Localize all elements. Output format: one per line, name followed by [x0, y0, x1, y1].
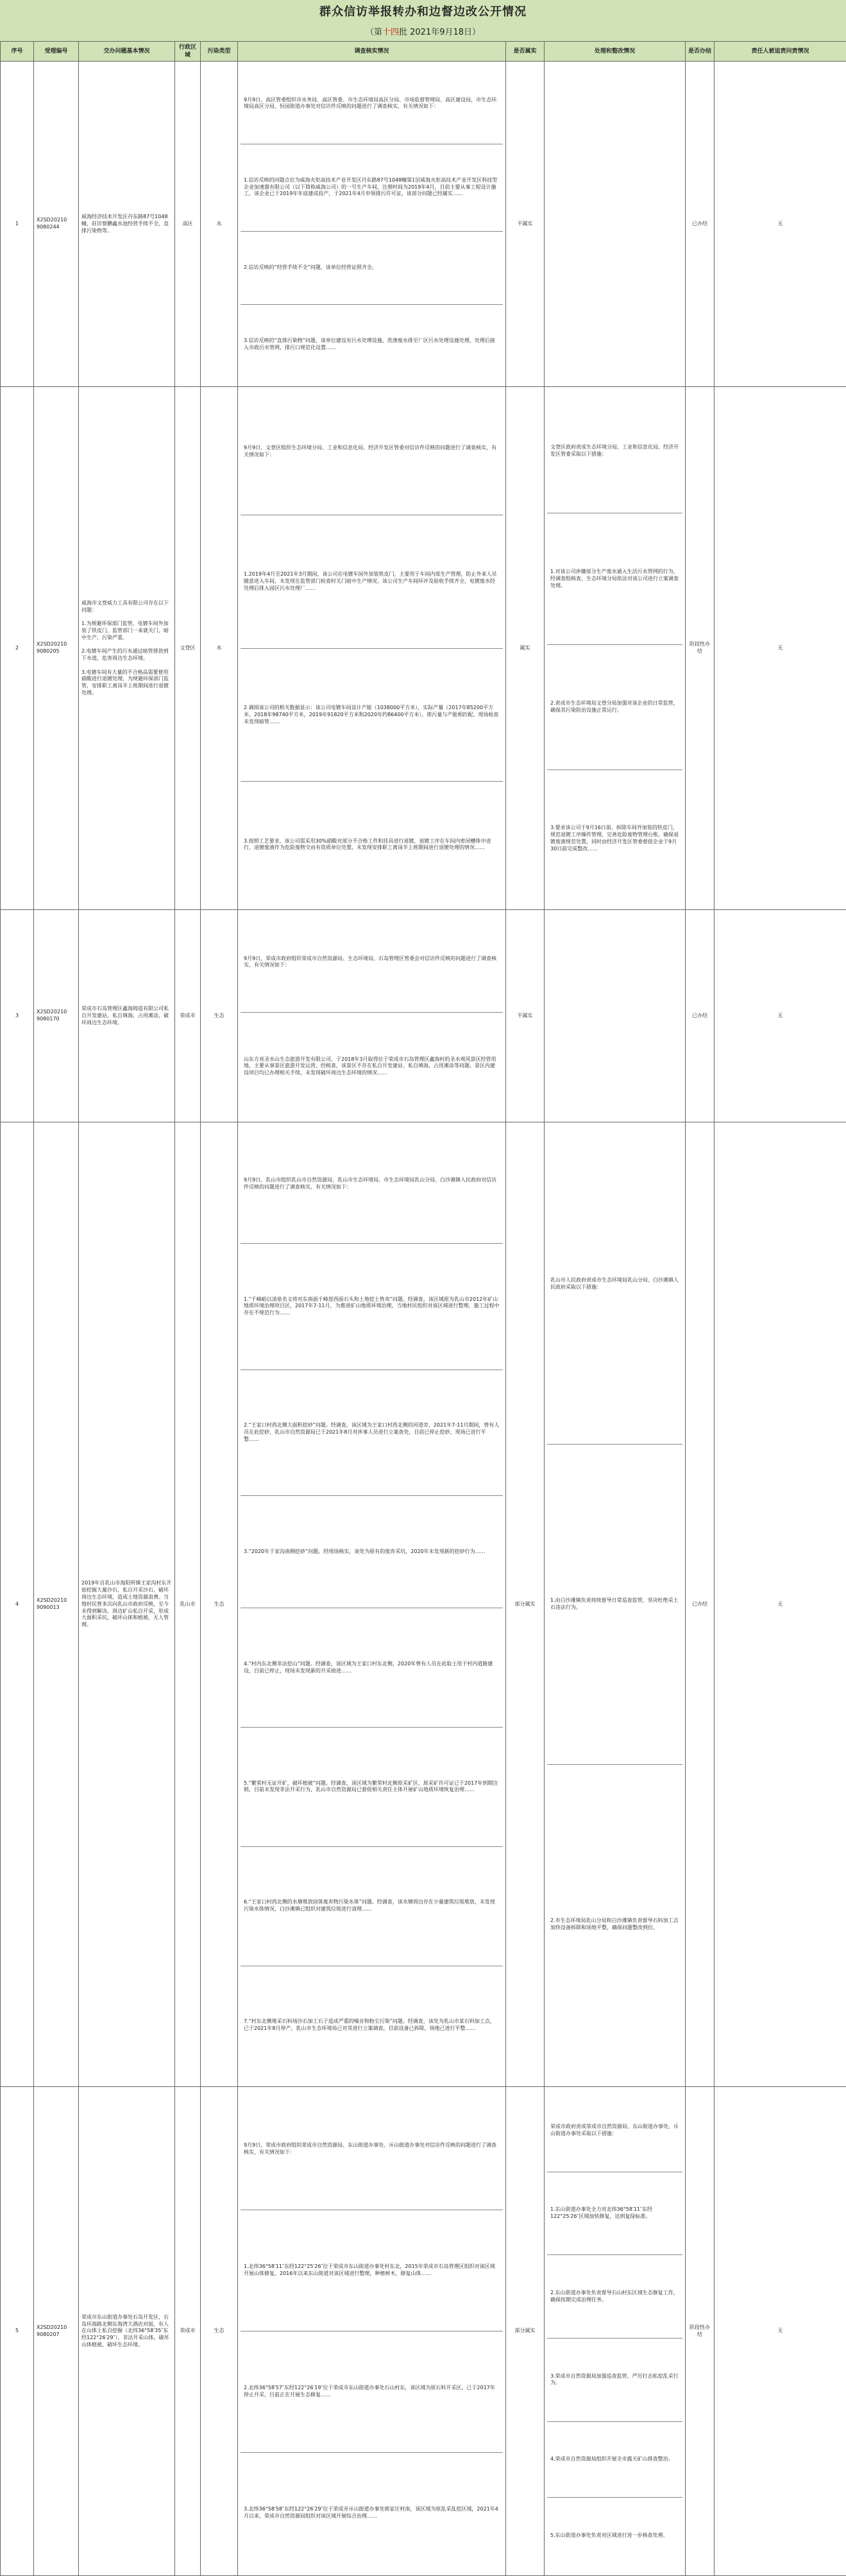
cell-verified: 部分属实	[506, 2087, 545, 2576]
cell-handling-paragraph: 5.东山街道办事处负责对区域进行进一步核查处理。	[547, 2498, 682, 2573]
cell-handling	[545, 387, 686, 910]
cell-handling	[545, 62, 686, 387]
cell-investigation-paragraph: 3.按照工艺要求，该公司需采用30%硝酸对部分不合格工件和挂具进行退镀，退镀工序在车间内密闭槽体中进行，退镀废液作为危险废物交由有资质单位处置，未发现安排职工离岗半上班期间进行退镀处理的情况……	[241, 782, 503, 907]
col-header: 责任人被追责问责情况	[715, 42, 846, 62]
cell-closed: 已办结	[686, 62, 715, 387]
cell-investigation-paragraph: 1.2019年4月至2021年3月期间，该公司在电镀车间外加装铁皮门，主要用于车间内部生产管理，防止外来人员随意进入车间，未发现在监管部门检查时关门暗中生产情况。该公司生产车间环评及验收手续齐全，电镀废水经处理后排入园区污水处理厂……	[241, 515, 503, 649]
cell-id: X2SD20210 9080170	[34, 910, 79, 1122]
cell-region: 文登区	[175, 387, 201, 910]
cell-investigation	[238, 910, 506, 1122]
cell-investigation-paragraph: 9月9日，文登区组织生态环境分局、工业和信息化局、经济开发区管委对信访件反映的问题进行了调查核实，有关情况如下：	[241, 389, 503, 515]
cell-investigation-paragraph: 2.北纬36°58′57″东经122°26′19″位于荣成市东山街道办事处石山村东，该区域为原石料开采区，已于2017年停止开采，目前正在开展生态修复……	[241, 2331, 503, 2453]
cell-investigation-paragraph: 4.“村内东北侧非法挖山”问题。经调查，该区域为王家口村东北侧，2020年曾有人员在此取土用于村内道路建设，目前已停止，现场未发现新的开采痕迹……	[241, 1608, 503, 1728]
cell-no: 2	[1, 387, 34, 910]
table-row	[1, 62, 846, 387]
cell-issue: 威海经济技术开发区丹东路87号1048幢，驻诊察鹏鑫水池经营手续不全，直排污染物等。	[79, 62, 175, 387]
cell-investigation	[238, 62, 506, 387]
cell-handling-paragraph: 1.对该公司涉嫌部分生产废水通入生活污水管网的行为，经调查组核查，生态环境分局依法对该公司进行立案调查处理。	[547, 513, 682, 645]
cell-issue: 2019年自乳山市海阳所镇王家沟村东开始挖掘大量沙石，私自开采沙石，破坏周边生态环境，造成土地资源浪费。当地村民曾多次向乳山市政府反映，至今未得到解决。周边矿山私自开采，形成大面积采坑，破坏山体和植被，无人管理。	[79, 1122, 175, 2087]
cell-investigation-paragraph: 1.北纬36°58′11″东经122°25′26″位于荣成市东山街道办事处村东北，2015年荣成市石岛管理区组织对该区域开展山体修复，2016年以来东山街道对该区域进行整理，种植树木，修复山体……	[241, 2210, 503, 2331]
cell-investigation-paragraph: 9月9日，荣成市政府组织荣成市自然资源局、东山街道办事处、斥山街道办事处对信访件反映的问题进行了调查核实，有关情况如下：	[241, 2089, 503, 2210]
cell-investigation-paragraph: 7.“村东北侧堆采石料场沙石加工石子造成严重的噪音和粉尘污染”问题。经调查，该处为乳山市某石料加工点，已于2021年8月停产，乳山市生态环境局已对其进行立案调查，目前设备已拆除，场地已进行平整……	[241, 1966, 503, 2085]
cell-investigation-paragraph: 5.“繁荣村无证开矿，破坏植被”问题。经调查，该区域为繁荣村北侧原采矿区，原采矿许可证已于2017年到期注销，目前未发现非法开采行为，乳山市自然资源局已督促相关责任主体开展矿山地质环境恢复治理……	[241, 1728, 503, 1847]
cell-closed: 阶段性办结	[686, 387, 715, 910]
cell-verified: 不属实	[506, 910, 545, 1122]
cell-handling	[545, 910, 686, 1122]
cell-region: 乳山市	[175, 1122, 201, 2087]
cell-region: 荣成市	[175, 2087, 201, 2576]
cell-investigation-paragraph: 山东方亮圣水山生态旅游开发有限公司，于2018年3月取得位于荣成市石岛管理区鑫海村的圣水观风景区经营用地，主要从事景区旅游开发运营。经核查，该景区不存在私自开发建站、私自填海、占用滩涂等问题。景区内建设项目均已办理相关手续，未发现破坏周边生态环境的情况……	[241, 1013, 503, 1120]
cell-investigation-paragraph: 3.“2020年于家沟南侧挖砂”问题。经现场核实，该处为原有的废弃采坑，2020年未发现新的挖砂行为……	[241, 1496, 503, 1608]
cell-id: X2SD20210 9080207	[34, 2087, 79, 2576]
cell-investigation-paragraph: 3.北纬36°58′58″东经122°26′29″位于荣成市斥山街道办事处郭家庄村南，该区域为原乱采乱挖区域，2021年4月以来，荣成市自然资源局组织对该区域开展综合治理……	[241, 2453, 503, 2573]
cell-handling-paragraph: 文登区政府责成生态环境分局、工业和信息化局、经济开发区管委采取以下措施：	[547, 389, 682, 513]
cell-investigation-paragraph: 9月9日，荣成市政府组织荣成市自然资源局、生态环境局、石岛管理区管委会对信访件反映的问题进行了调查核实，有关情况如下：	[241, 912, 503, 1013]
cell-id: X2SD20210 9080244	[34, 62, 79, 387]
cell-account: 无	[715, 2087, 846, 2576]
cell-ptype: 生态	[201, 910, 238, 1122]
cell-region: 高区	[175, 62, 201, 387]
cell-investigation-paragraph: 9月9日，高区管委组织市水务局、高区管委、市生态环境局高区分局、市场监督管理局、高区建设局，市生态环境局高区分局、恒园街道办事处对信访件反映的问题进行了调查核实，有关情况如下：	[241, 64, 503, 144]
cell-id: X2SD20210 9090013	[34, 1122, 79, 2087]
subtitle-batch: 十四	[382, 28, 399, 37]
cell-handling-paragraph: 3.要求该公司于9月16日前，拆除车间外加装的铁皮门，规范退镀工序操作管理，完善危险废物管理台账，确保退镀废液规范处置，同时由经济开发区管委督促企业于9月30日前完成整改……	[547, 770, 682, 908]
cell-account: 无	[715, 1122, 846, 2087]
col-header: 受理编号	[34, 42, 79, 62]
cell-ptype: 水	[201, 387, 238, 910]
cell-investigation	[238, 2087, 506, 2576]
cell-account: 无	[715, 62, 846, 387]
table-header-row	[1, 42, 846, 62]
col-header: 交办问题基本情况	[79, 42, 175, 62]
cell-handling-paragraph: 乳山市人民政府责成市生态环境局乳山分局、白沙滩镇人民政府采取以下措施：	[547, 1124, 682, 1445]
cell-investigation-paragraph: 1.“千峰峪以清泉名义将对东南面千峰崖西面石头和土地挖土售卖”问题。经调查，该区域原为乳山市2012年矿山地质环境治理项目区，2017年7-11月，为推进矿山地质环境治理，当地村民组织对该区域进行整理，施工过程中存在不规范行为……	[241, 1244, 503, 1370]
cell-handling-paragraph: 1.由白沙滩镇负责持续督导日常巡查监管，坚决杜绝采土石违法行为。	[547, 1445, 682, 1765]
table-row	[1, 2087, 846, 2576]
complaints-table	[0, 41, 846, 2576]
cell-handling	[545, 1122, 686, 2087]
cell-account: 无	[715, 387, 846, 910]
col-header: 调查核实情况	[238, 42, 506, 62]
cell-ptype: 生态	[201, 1122, 238, 2087]
subtitle-prefix: （第	[366, 28, 382, 37]
cell-investigation-paragraph: 2.信访反映的“经营手续不全”问题，该单位经营证照齐全。	[241, 232, 503, 305]
cell-verified: 不属实	[506, 62, 545, 387]
table-row	[1, 910, 846, 1122]
col-header: 行政区域	[175, 42, 201, 62]
subtitle-suffix: 批 2021年9月18日）	[399, 28, 480, 37]
cell-account: 无	[715, 910, 846, 1122]
cell-issue: 威海市文登威力工具有限公司存在以下问题： 1.为规避环保部门监管，电镀车间外加装了铁皮门，监管部门一来就关门，暗中生产，污染严重。 2.电镀车间产生的污水通过暗管排放到下水道，危害周边生态环境。 3.电镀车间有大量的不合格品需要使用硝酸进行退镀处理，为规避环保部门监管，安排职工离岗半上班期间进行退镀处理。	[79, 387, 175, 910]
cell-closed: 已办结	[686, 910, 715, 1122]
cell-handling-paragraph: 1.东山街道办事处全力对北纬36°58′11″东经122°25′26″区域加快修复，达到复绿标准。	[547, 2172, 682, 2256]
cell-no: 1	[1, 62, 34, 387]
cell-investigation	[238, 1122, 506, 2087]
cell-verified: 属实	[506, 387, 545, 910]
cell-no: 5	[1, 2087, 34, 2576]
cell-id: X2SD20210 9080205	[34, 387, 79, 910]
cell-closed: 已办结	[686, 1122, 715, 2087]
col-header: 序号	[1, 42, 34, 62]
cell-handling-paragraph: 4.荣成市自然资源局组织开展全市露天矿山排查整治。	[547, 2422, 682, 2498]
col-header: 污染类型	[201, 42, 238, 62]
cell-ptype: 生态	[201, 2087, 238, 2576]
cell-region: 荣成市	[175, 910, 201, 1122]
table-row	[1, 387, 846, 910]
cell-investigation-paragraph: 2.“王家口村西北侧大面积挖砂”问题。经调查，该区域为王家口村西北侧的河道旁，2021年7-11月期间，曾有人员在此挖砂，乳山市自然资源局已于2021年8月对涉事人员进行立案查处，目前已停止挖砂，现场已进行平整……	[241, 1370, 503, 1497]
cell-issue: 荣成市石岛管理区鑫海铸造有限公司私自开发建站，私自填海，占用滩涂，破坏周边生态环境。	[79, 910, 175, 1122]
page-subtitle	[0, 24, 846, 41]
cell-investigation-paragraph: 9月9日，乳山市组织乳山市自然资源局、乳山市生态环境局、市生态环境局乳山分局、白沙滩镇人民政府对信访件反映的问题进行了调查核实，有关情况如下：	[241, 1124, 503, 1244]
cell-handling-paragraph: 荣成市政府责成荣成市自然资源局、东山街道办事处、斥山街道办事处采取以下措施：	[547, 2089, 682, 2172]
cell-investigation-paragraph: 3.信访反映的“直排污染物”问题，该单位建设有污水处理设施，洗涤废水排至厂区污水处理设施处理，处理后接入市政污水管网，排污口规范化设置……	[241, 305, 503, 384]
col-header: 是否属实	[506, 42, 545, 62]
cell-verified: 部分属实	[506, 1122, 545, 2087]
cell-handling	[545, 2087, 686, 2576]
cell-handling-paragraph: 3.荣成市自然资源局加强巡查监管，严厉打击私挖乱采行为。	[547, 2339, 682, 2422]
page-title: 群众信访举报转办和边督边改公开情况	[0, 0, 846, 24]
cell-handling-paragraph: 2.市生态环境局乳山分局和白沙滩镇负责督导石料加工点加快设备拆除和场地平整，确保问题整改到位。	[547, 1765, 682, 2084]
cell-investigation	[238, 387, 506, 910]
cell-issue: 荣成市东山街道办事处石岛开发区，石岛环海路北侧东海湾大酒店对面，有人在山体上私自挖掘（北纬36°58′35″东经122°26′29″），非法开采山体，破坏山体植被，破坏生态环境。	[79, 2087, 175, 2576]
cell-no: 3	[1, 910, 34, 1122]
col-header: 处理和整改情况	[545, 42, 686, 62]
cell-handling-paragraph: 2.责成市生态环境局文登分局加强对该企业的日常监管，确保其污染防治设施正常运行。	[547, 645, 682, 769]
cell-no: 4	[1, 1122, 34, 2087]
cell-investigation-paragraph: 2.调阅该公司的相关数据显示：该公司电镀车间设计产能（1038000平方米），实际产量（2017年85200平方米，2018年98740平方米，2019年91820平方米和2020年约86400平方米），排污量与产能相匹配。现场检查未发现暗管……	[241, 649, 503, 782]
cell-investigation-paragraph: 1.信访反映的问题点位为威海火炬高技术产业开发区丹东路87号1048幢第1层威海火炬高技术产业开发区科技型企业加速器有限公司（以下简称威海公司）的一号生产车间，注册时间为2019年4月，目前主要从事工程设计施工，该企业已于2019年年底建成投产，于2021年4月申领排污许可证，该部分问题已经属实……	[241, 144, 503, 232]
cell-closed: 阶段性办结	[686, 2087, 715, 2576]
cell-ptype: 水	[201, 62, 238, 387]
col-header: 是否办结	[686, 42, 715, 62]
cell-handling-paragraph: 2.东山街道办事处负责督导石山村东区域生态修复工作，确保按期完成治理任务。	[547, 2255, 682, 2339]
table-row	[1, 1122, 846, 2087]
cell-investigation-paragraph: 6.“王家口村西北侧的水塘堆放固体废弃物污染水体”问题。经调查，该水塘周边存在少量建筑垃圾堆放，未发现污染水体情况，白沙滩镇已组织对建筑垃圾进行清理……	[241, 1847, 503, 1966]
